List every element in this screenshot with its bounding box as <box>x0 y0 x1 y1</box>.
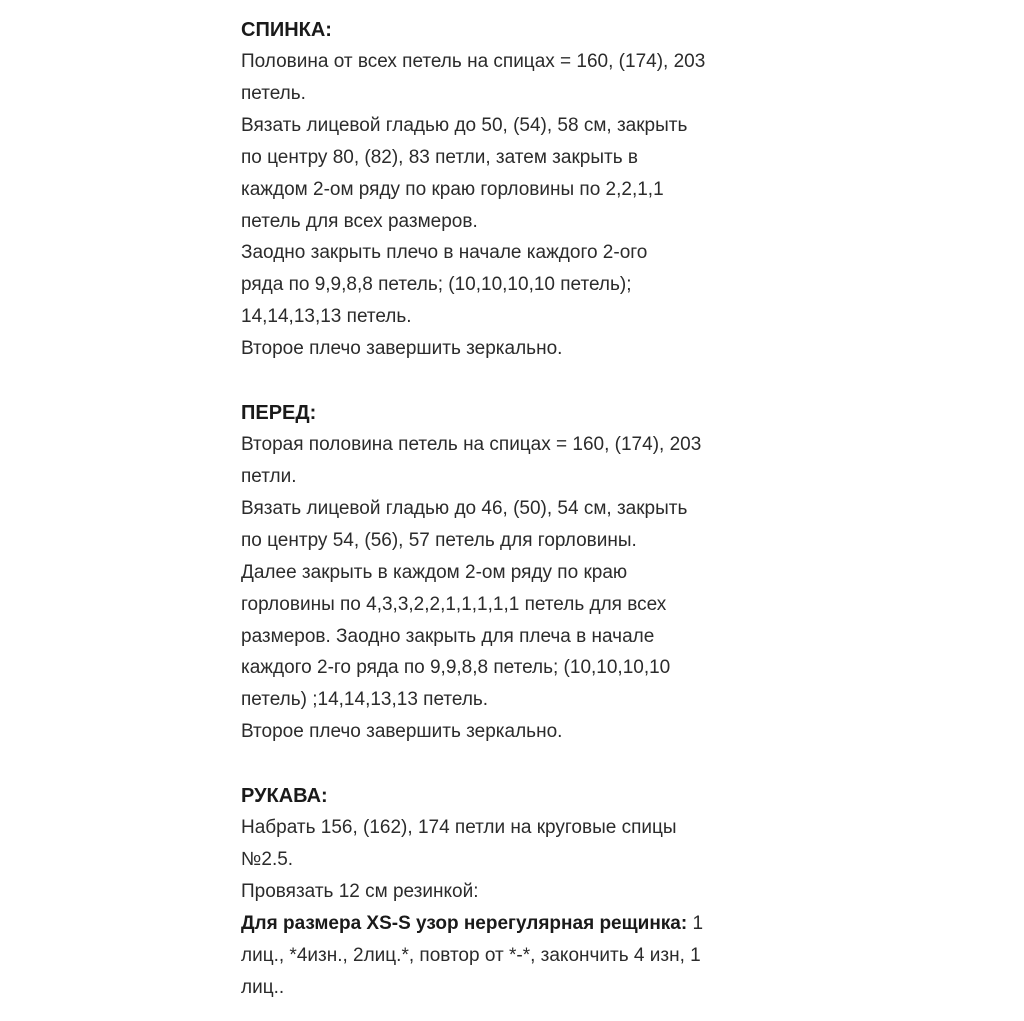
text-line: Вторая половина петель на спицах = 160, (174), 203 <box>241 434 702 456</box>
section-heading-back: СПИНКА: <box>241 19 332 41</box>
section-heading-sleeves: РУКАВА: <box>241 785 328 808</box>
text-line: №2.5. <box>241 849 294 871</box>
text-line: Провязать 12 см резинкой: <box>241 880 479 902</box>
text-line: по центру 54, (56), 57 петель для горловины. <box>241 529 637 551</box>
section-spacer <box>241 748 801 780</box>
text-line: Второе плечо завершить зеркально. <box>241 721 563 743</box>
text-line: петель. <box>241 82 306 104</box>
knitting-pattern-text <box>241 14 801 1004</box>
text-line: Заодно закрыть плечо в начале каждого 2-ого <box>241 242 648 264</box>
text-line: каждом 2-ом ряду по краю горловины по 2,2,1,1 <box>241 178 664 200</box>
text-line: по центру 80, (82), 83 петли, затем закрыть в <box>241 146 638 168</box>
bold-line-rest: 1 <box>687 912 704 934</box>
section-heading-front: ПЕРЕД: <box>241 402 317 425</box>
text-line: горловины по 4,3,3,2,2,1,1,1,1,1 петель для всех <box>241 593 667 615</box>
bold-size-label: Для размера XS-S узор нерегулярная рещинка: <box>241 912 688 934</box>
text-line: Далее закрыть в каждом 2-ом ряду по краю <box>241 561 628 583</box>
text-line: Вязать лицевой гладью до 46, (50), 54 см, закрыть <box>241 497 688 519</box>
text-line: лиц.. <box>241 976 285 998</box>
text-line: петель для всех размеров. <box>241 210 478 232</box>
text-line: петли. <box>241 465 297 487</box>
text-line: размеров. Заодно закрыть для плеча в начале <box>241 625 655 647</box>
text-line: 14,14,13,13 петель. <box>241 306 412 328</box>
text-line: лиц., *4изн., 2лиц.*, повтор от *-*, закончить 4 изн, 1 <box>241 944 701 966</box>
text-line: Второе плечо завершить зеркально. <box>241 338 563 360</box>
text-line: петель) ;14,14,13,13 петель. <box>241 689 489 711</box>
text-line: ряда по 9,9,8,8 петель; (10,10,10,10 петель); <box>241 274 632 296</box>
text-line: Вязать лицевой гладью до 50, (54), 58 см, закрыть <box>241 114 688 136</box>
section-spacer <box>241 365 801 397</box>
text-line: Половина от всех петель на спицах = 160, (174), 203 <box>241 51 706 72</box>
bold-instruction-line <box>241 908 801 940</box>
text-line: каждого 2-го ряда по 9,9,8,8 петель; (10,10,10,10 <box>241 657 671 679</box>
text-line: Набрать 156, (162), 174 петли на круговые спицы <box>241 817 677 839</box>
